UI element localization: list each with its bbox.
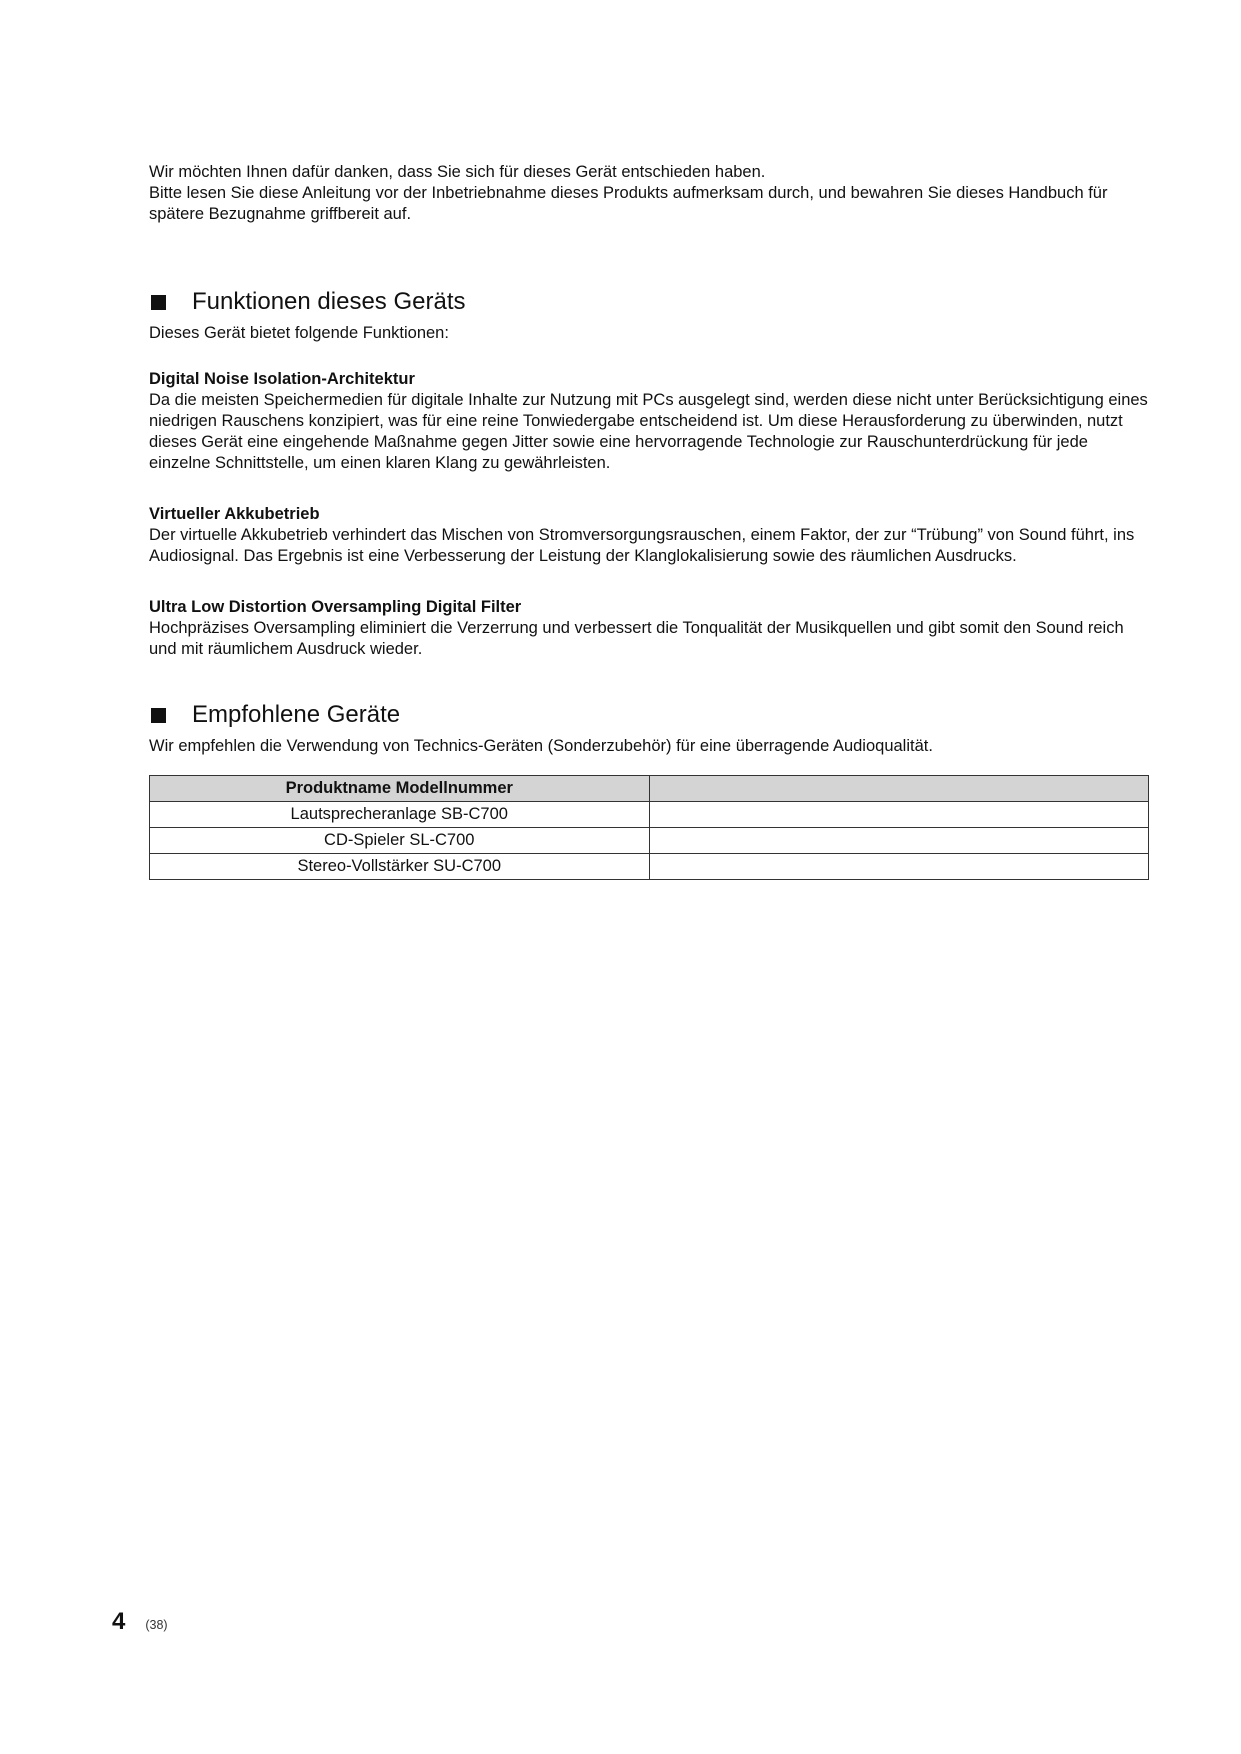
table-row: [150, 802, 1149, 828]
feature-item: [149, 597, 1149, 660]
page-reference: (38): [145, 1618, 168, 1632]
table-cell: [649, 828, 1149, 854]
page-content: [149, 162, 1149, 880]
feature-item: [149, 369, 1149, 474]
recommended-section: [149, 700, 1149, 880]
square-bullet-icon: [151, 295, 166, 310]
feature-title: Digital Noise Isolation-Architektur: [149, 370, 415, 388]
table-header-row: [150, 776, 1149, 802]
table-row: [150, 854, 1149, 880]
table-cell: [649, 854, 1149, 880]
functions-heading: [149, 287, 1149, 317]
page-footer: [112, 1608, 168, 1636]
intro-text: [149, 162, 1149, 225]
recommended-devices-table: [149, 775, 1149, 880]
functions-lead: Dieses Gerät bietet folgende Funktionen:: [149, 324, 449, 342]
table-header-cell: [649, 776, 1149, 802]
table-cell: CD-Spieler SL-C700: [150, 828, 650, 854]
square-bullet-icon: [151, 708, 166, 723]
table-row: [150, 828, 1149, 854]
table-header-cell: Produktname Modellnummer: [150, 776, 650, 802]
functions-heading-text: Funktionen dieses Geräts: [192, 288, 466, 315]
table-cell: Lautsprecheranlage SB-C700: [150, 802, 650, 828]
feature-text: Hochpräzises Oversampling eliminiert die Verzerrung und verbessert die Tonqualität der Musikquellen und gibt somit den Sound reich und mit räumlichem Ausdruck wieder.: [149, 619, 1124, 658]
recommended-heading-text: Empfohlene Geräte: [192, 701, 401, 728]
page-number: 4: [112, 1608, 126, 1635]
table-cell: Stereo-Vollstärker SU-C700: [150, 854, 650, 880]
intro-line-2: Bitte lesen Sie diese Anleitung vor der Inbetriebnahme dieses Produkts aufmerksam durch, und bewahren Sie dieses Handbuch für spätere Bezugnahme griffbereit auf.: [149, 184, 1108, 223]
table-cell: [649, 802, 1149, 828]
recommended-lead: Wir empfehlen die Verwendung von Technics-Geräten (Sonderzubehör) für eine überragende Audioqualität.: [149, 737, 933, 755]
feature-text: Der virtuelle Akkubetrieb verhindert das Mischen von Stromversorgungsrauschen, einem Faktor, der zur “Trübung” von Sound führt, ins Audiosignal. Das Ergebnis ist eine Verbesserung der Leistung der Klanglokalisierung sowie des räumlichen Ausdrucks.: [149, 526, 1135, 565]
functions-section: [149, 287, 1149, 660]
feature-title: Virtueller Akkubetrieb: [149, 505, 320, 523]
feature-item: [149, 504, 1149, 567]
feature-text: Da die meisten Speichermedien für digitale Inhalte zur Nutzung mit PCs ausgelegt sind, werden diese nicht unter Berücksichtigung eines niedrigen Rauschens konzipiert, was für eine reine Tonwiedergabe entscheidend ist. Um diese Herausforderung zu überwinden, nutzt dieses Gerät eine eingehende Maßnahme gegen Jitter sowie eine hervorragende Technologie zur Rauschunterdrückung für jede einzelne Schnittstelle, um einen klaren Klang zu gewährleisten.: [149, 391, 1148, 472]
recommended-heading: [149, 700, 1149, 730]
feature-list: [149, 369, 1149, 660]
feature-title: Ultra Low Distortion Oversampling Digital Filter: [149, 598, 522, 616]
intro-line-1: Wir möchten Ihnen dafür danken, dass Sie sich für dieses Gerät entschieden haben.: [149, 163, 766, 181]
